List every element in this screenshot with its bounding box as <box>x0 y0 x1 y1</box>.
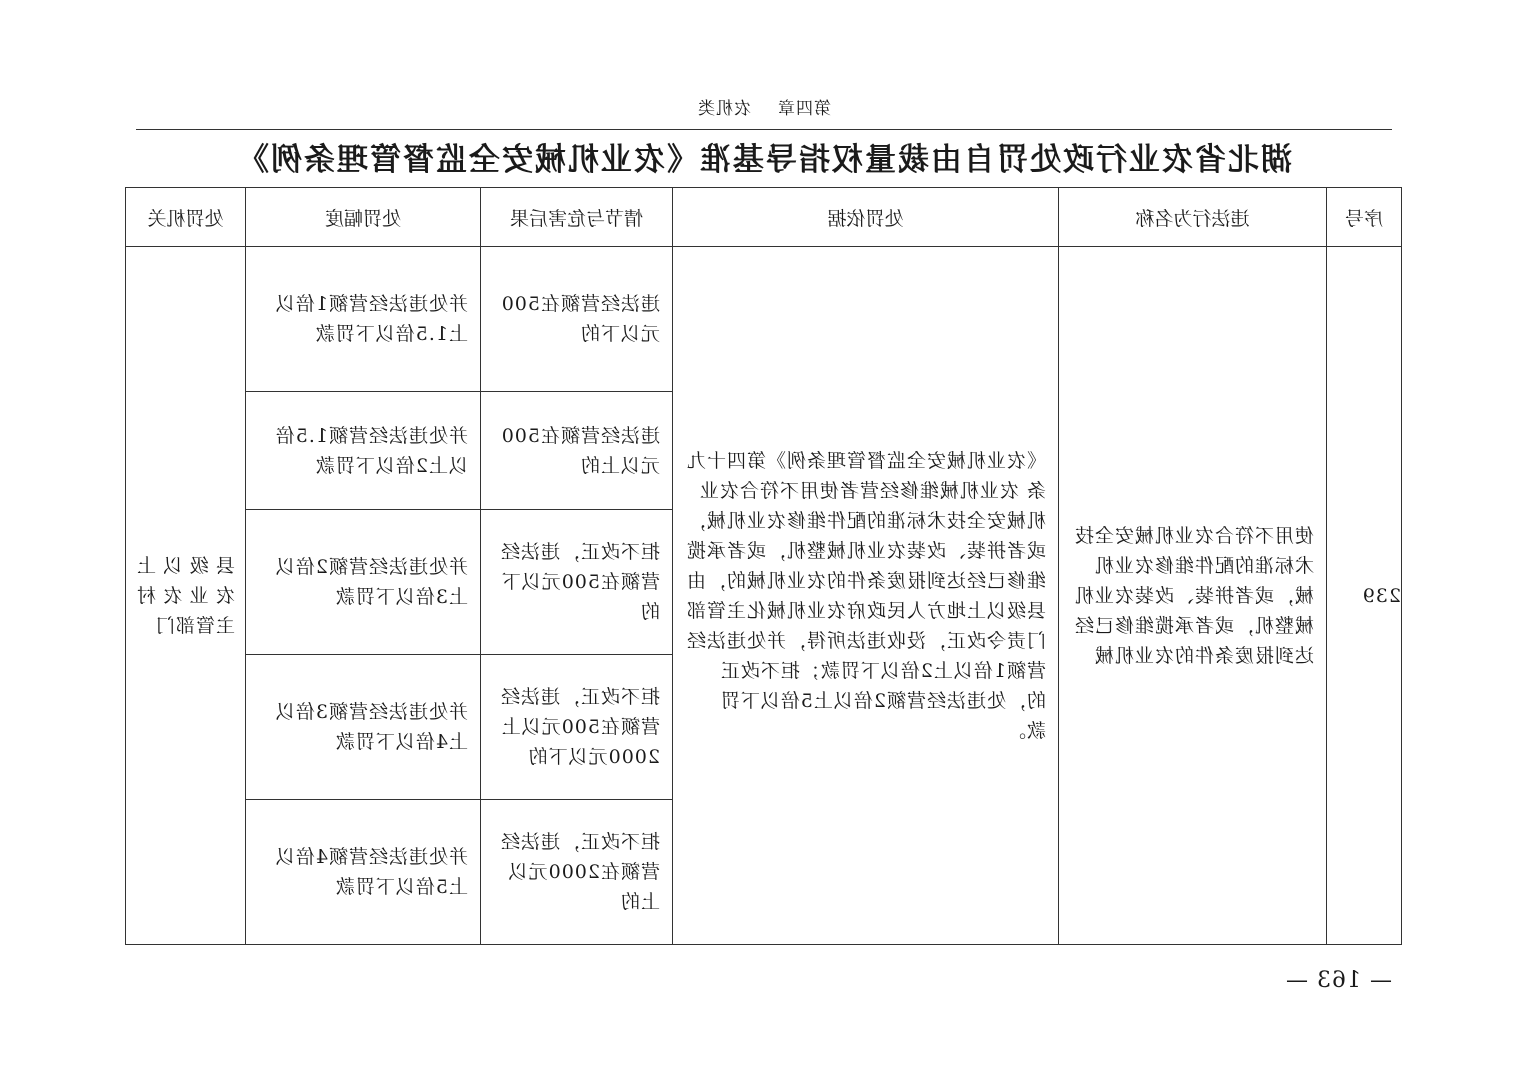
circumstance-cell <box>481 392 673 510</box>
circumstance-cell <box>481 655 673 800</box>
table-row <box>126 247 1402 392</box>
penalty-cell <box>246 392 481 510</box>
running-head-chapter: 第四章 <box>777 99 831 119</box>
header-rule <box>136 129 1392 130</box>
circumstance-text: 拒不改正，违法经营额在500元以下的 <box>499 541 660 623</box>
seq-cell <box>1327 247 1402 945</box>
header-authority: 处罚机关 <box>126 188 246 247</box>
basis-cell <box>673 247 1059 945</box>
circumstance-cell <box>481 247 673 392</box>
penalty-cell <box>246 247 481 392</box>
seq-value: 239 <box>1361 584 1401 607</box>
circumstance-text: 违法经营额在500元以下的 <box>500 293 660 345</box>
penalty-table <box>125 187 1402 945</box>
penalty-text: 并处违法经营额2倍以上3倍以下罚款 <box>274 556 468 608</box>
penalty-text: 并处违法经营额1.5倍以上2倍以下罚款 <box>274 424 468 477</box>
circumstance-cell <box>481 800 673 945</box>
page-number: — 163 — <box>1285 968 1392 993</box>
violation-text: 使用不符合农业机械安全技术标准的配件维修农业机械，或者拼装、改装农业机械整机，或者承揽维修已经达到报废条件的农业机械 <box>1073 524 1314 667</box>
running-head-category: 农机类 <box>697 99 751 119</box>
table-header-row <box>126 188 1402 247</box>
header-seq: 序号 <box>1327 188 1402 247</box>
header-basis: 处罚依据 <box>673 188 1059 247</box>
penalty-text: 并处违法经营额4倍以上5倍以下罚款 <box>274 846 468 898</box>
circumstance-text: 拒不改正，违法经营额在2000元以上的 <box>499 831 660 913</box>
document-title: 湖北省农业行政处罚自由裁量权指导基准《农业机械安全监督管理条例》 <box>236 142 1292 178</box>
circumstance-cell <box>481 510 673 655</box>
violation-cell <box>1059 247 1327 945</box>
header-circumstance: 情节与危害后果 <box>481 188 673 247</box>
authority-text: 县级以上农业农村主管部门 <box>136 554 235 637</box>
penalty-cell <box>246 800 481 945</box>
penalty-cell <box>246 655 481 800</box>
penalty-cell <box>246 510 481 655</box>
header-violation: 违法行为名称 <box>1059 188 1327 247</box>
circumstance-text: 拒不改正，违法经营额在500元以上2000元以下的 <box>499 686 660 768</box>
circumstance-text: 违法经营额在500元以上的 <box>500 424 660 477</box>
penalty-text: 并处违法经营额1倍以上1.5倍以下罚款 <box>274 293 468 345</box>
authority-cell <box>126 247 246 945</box>
penalty-text: 并处违法经营额3倍以上4倍以下罚款 <box>274 701 468 753</box>
basis-text: 《农业机械安全监督管理条例》第四十九条 农业机械维修经营者使用不符合农业机械安全技术标准的配件维修农业机械，或者拼装、改装农业机械整机，或者承揽维修已经达到报废条件的农业机械的，由县级以上地方人民政府农业机械化主管部门责令改正，没收违法所得，并处违法经营额1倍以上2倍以下罚款；拒不改正的，处违法经营额2倍以上5倍以下罚款。 <box>685 449 1046 742</box>
header-penalty: 处罚幅度 <box>246 188 481 247</box>
running-head <box>136 94 1392 119</box>
